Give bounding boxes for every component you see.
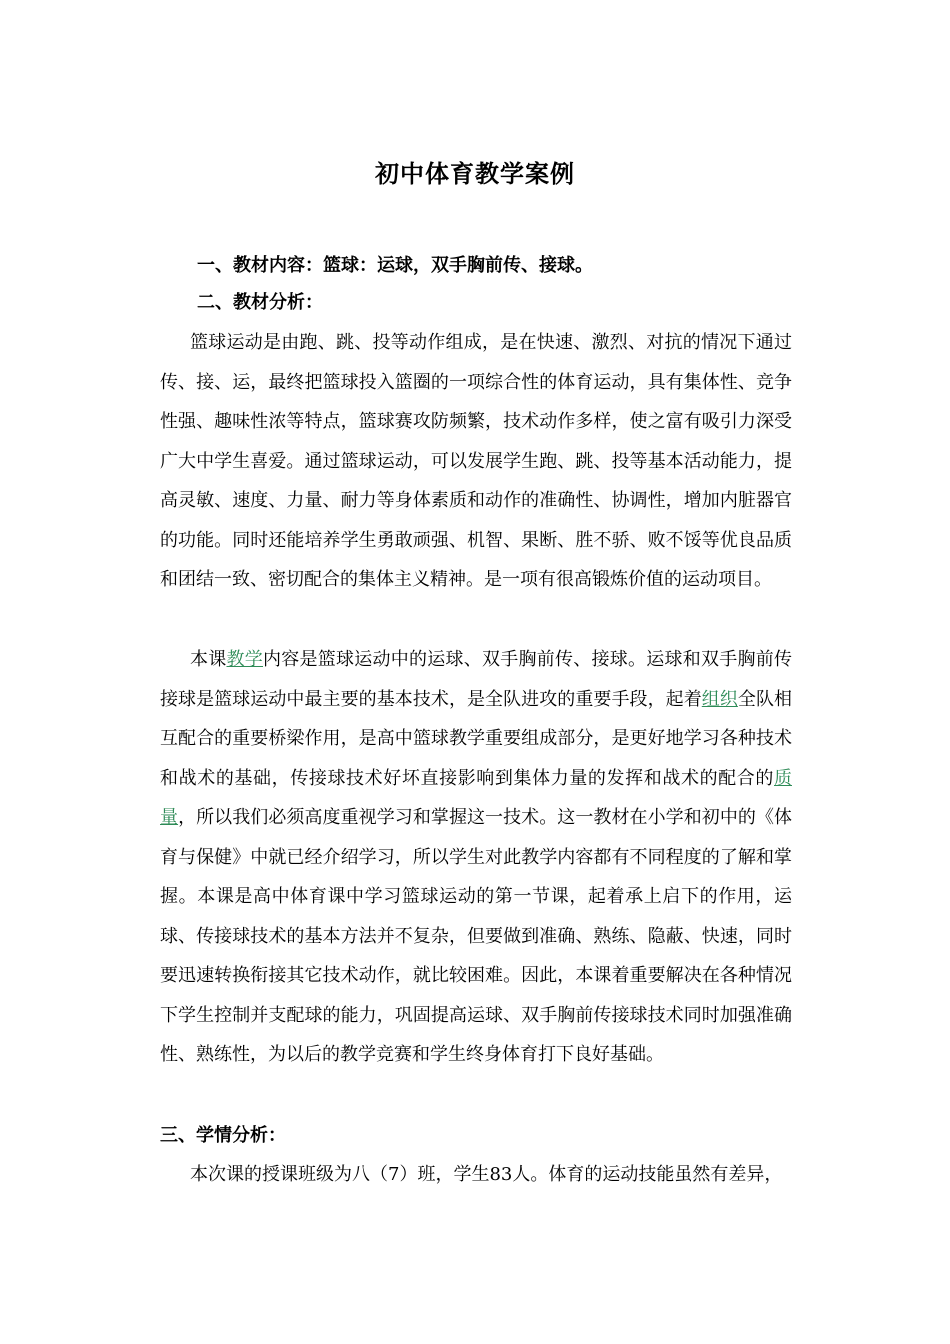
section-heading-student-analysis: 三、学情分析： <box>160 1125 286 1146</box>
paragraph-text: ，所以我们必须高度重视学习和掌握这一技术。这一教材在小学和初中的《体育与保健》中就已经介绍学习，所以学生对此教学内容都有不同程度的了解和掌握。本课是高中体育课中学习篮球运动的第一节课，起着承上启下的作用，运球、传接球技术的基本方法并不复杂，但要做到准确、熟练、隐蔽、快速，同时要迅速转换衔接其它技术动作，就比较困难。因此，本课着重要解决在各种情况下学生控制并支配球的能力，巩固提高运球、双手胸前传接球技术同时加强准确性、熟练性，为以后的教学竞赛和学生终身体育打下良好基础。 <box>160 807 793 1065</box>
document-title: 初中体育教学案例 <box>375 159 575 188</box>
link-quality[interactable]: 质量 <box>160 767 792 828</box>
paragraph-text: 全队相互配合的重要桥梁作用，是高中篮球教学重要组成部分，是更好地学习各种技术和战术的基础，传接球技术好坏直接影响到集体力量的发挥和战术的配合的 <box>160 688 793 789</box>
paragraph-class-info: 本次课的授课班级为八（7）班，学生83人。体育的运动技能虽然有差异， <box>190 1164 783 1185</box>
section-heading-teaching-content: 一、教材内容：篮球：运球，双手胸前传、接球。 <box>197 255 593 276</box>
paragraph-basketball-intro: 篮球运动是由跑、跳、投等动作组成，是在快速、激烈、对抗的情况下通过传、接、运，最终把篮球投入篮圈的一项综合性的体育运动，具有集体性、竞争性强、趣味性浓等特点，篮球赛攻防频繁，技术动作多样，使之富有吸引力深受广大中学生喜爱。通过篮球运动，可以发展学生跑、跳、投等基本活动能力，提高灵敏、速度、力量、耐力等身体素质和动作的准确性、协调性，增加内脏器官的功能。同时还能培养学生勇敢顽强、机智、果断、胜不骄、败不馁等优良品质和团结一致、密切配合的集体主义精神。是一项有很高锻炼价值的运动项目。 <box>160 332 792 590</box>
link-teaching[interactable]: 教学 <box>226 649 263 670</box>
section-heading-material-analysis: 二、教材分析： <box>197 292 323 313</box>
paragraph-text: 内容是篮球运动中的运球、双手胸前传、接球。运球和双手胸前传接球是篮球运动中最主要的基本技术，是全队进攻的重要手段，起着 <box>160 649 792 710</box>
link-organize[interactable]: 组织 <box>701 688 738 710</box>
paragraph-text: 本课 <box>190 649 227 670</box>
paragraph-lesson-content <box>160 640 792 1075</box>
